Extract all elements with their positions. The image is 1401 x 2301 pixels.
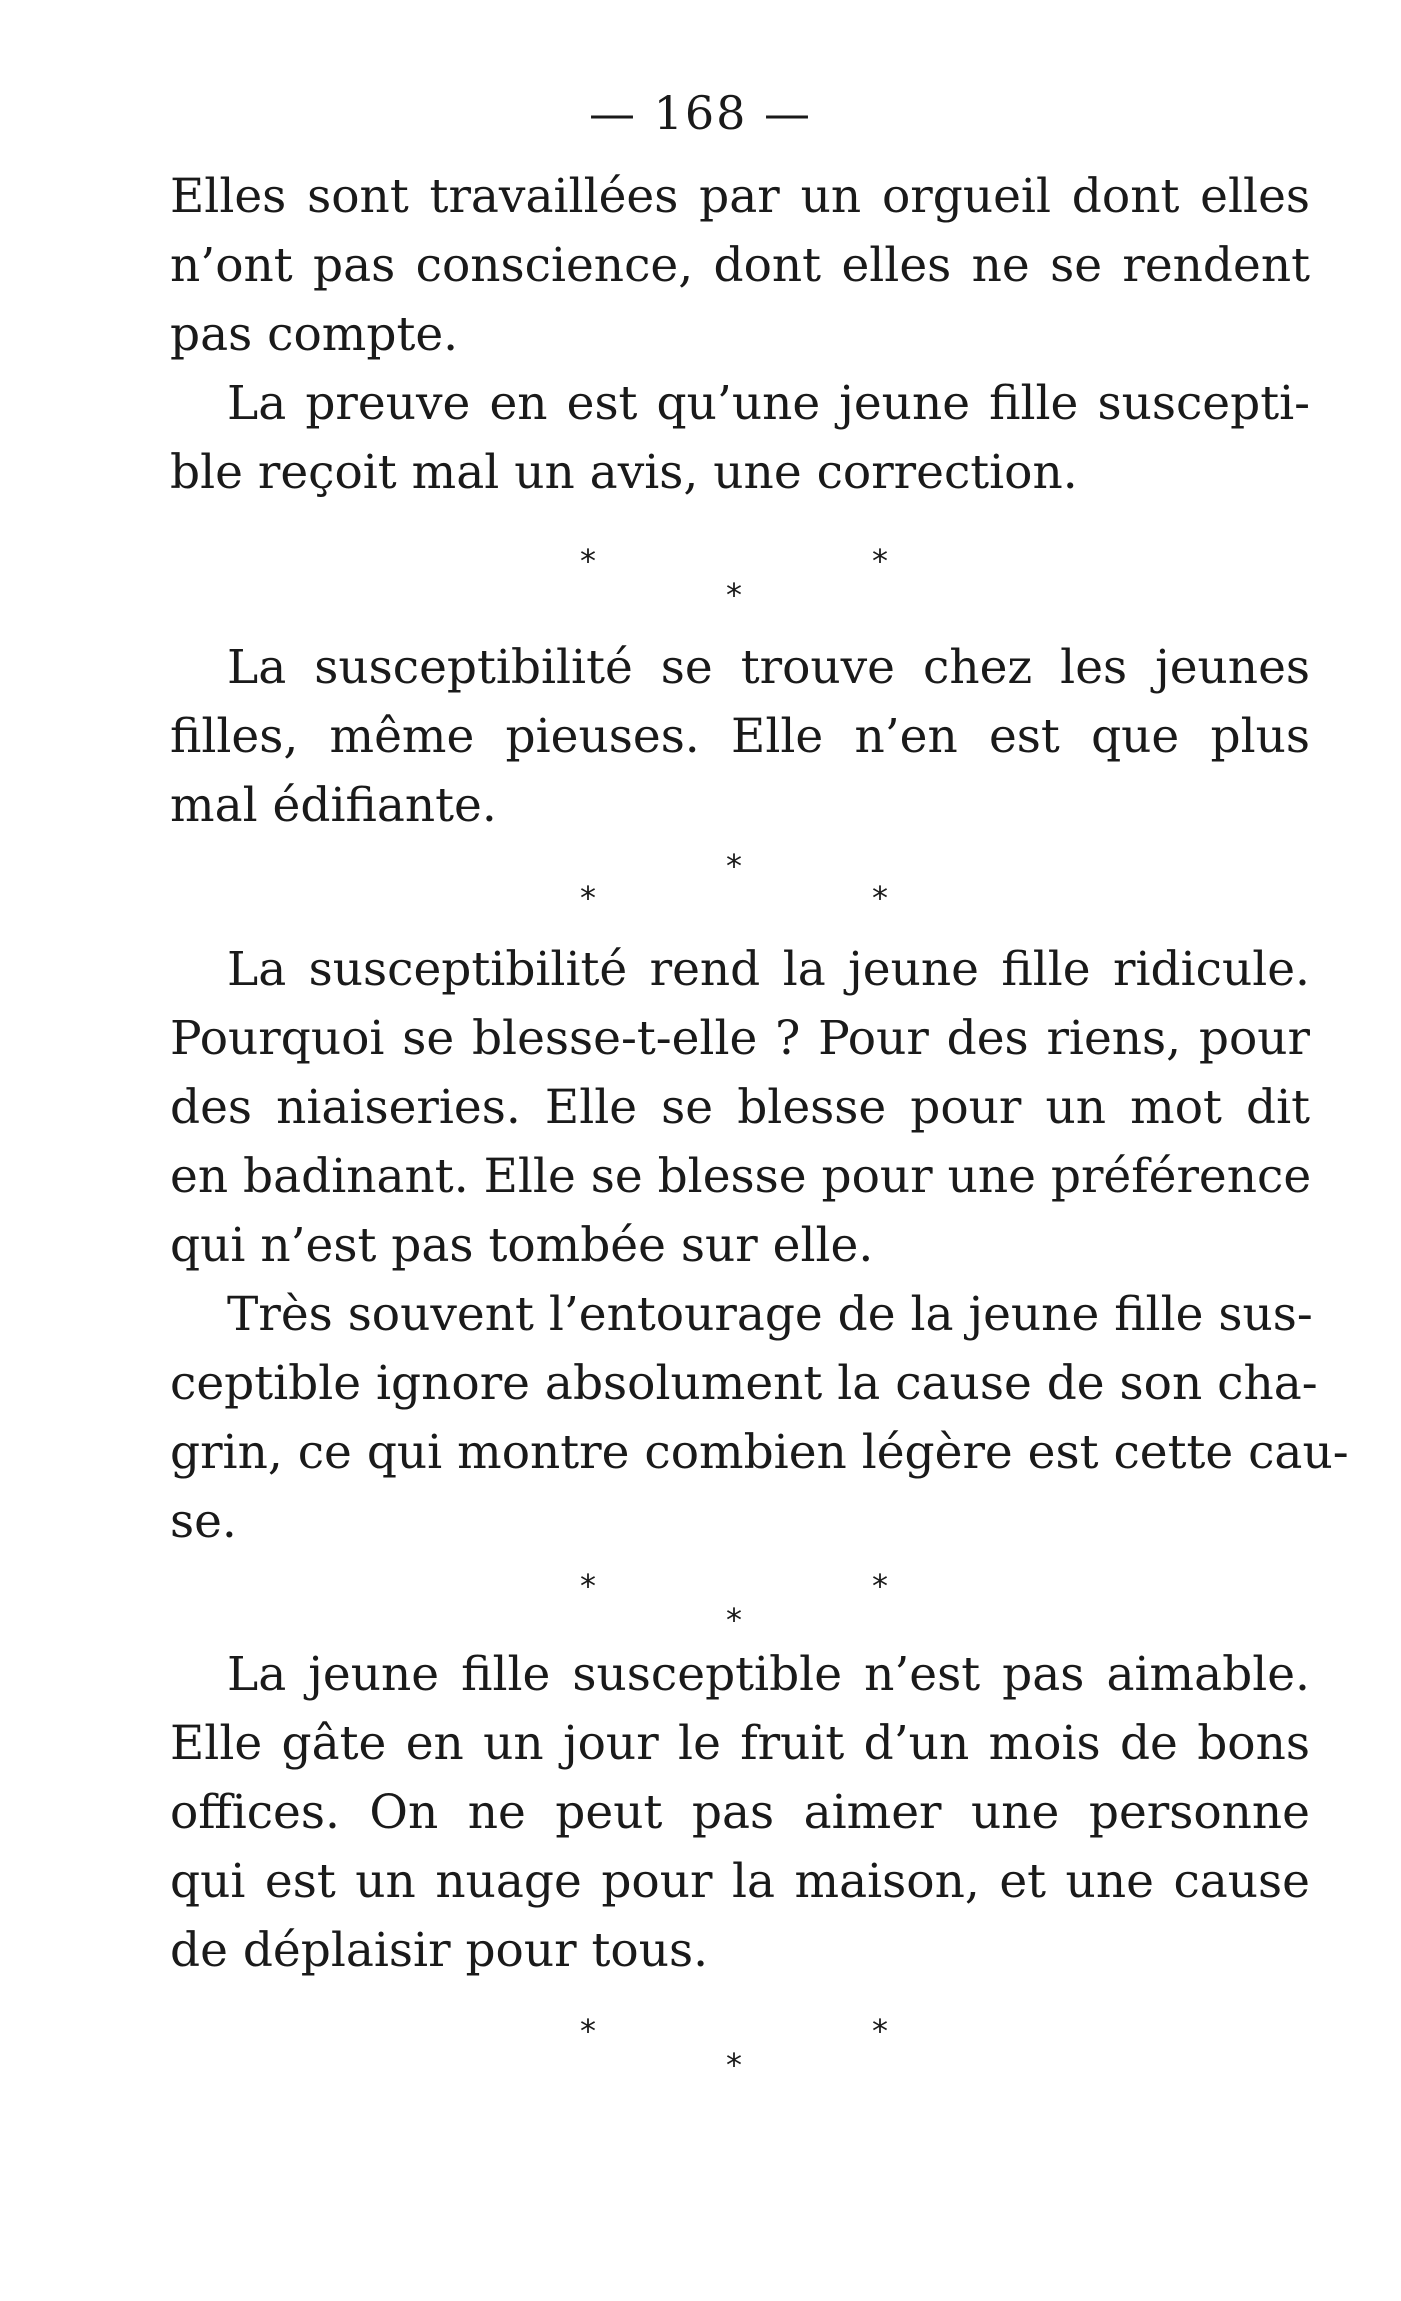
text-line: mal édifiante. bbox=[170, 778, 497, 833]
paragraph-block-4 bbox=[170, 1640, 1310, 1985]
text-line: se. bbox=[170, 1494, 237, 1549]
page-number: — 168 — bbox=[588, 86, 813, 140]
paragraph-block-1 bbox=[170, 162, 1310, 507]
asterism-divider bbox=[0, 2012, 1401, 2095]
asterisk-icon: * bbox=[580, 879, 596, 917]
text-line: Elle gâte en un jour le fruit d’un mois de bons bbox=[170, 1716, 1310, 1771]
text-line: filles, même pieuses. Elle n’en est que plus bbox=[170, 709, 1310, 764]
text-line: offices. On ne peut pas aimer une personne bbox=[170, 1785, 1310, 1840]
asterism-divider bbox=[0, 542, 1401, 625]
asterisk-icon: * bbox=[726, 2046, 742, 2084]
asterisk-icon: * bbox=[872, 1567, 888, 1605]
asterisk-icon: * bbox=[726, 847, 742, 885]
text-line: en badinant. Elle se blesse pour une préférence bbox=[170, 1149, 1312, 1204]
text-line: pas compte. bbox=[170, 307, 459, 362]
asterisk-icon: * bbox=[872, 542, 888, 580]
asterisk-icon: * bbox=[872, 2012, 888, 2050]
asterisk-icon: * bbox=[726, 576, 742, 614]
asterisk-icon: * bbox=[726, 1601, 742, 1639]
text-line: Très souvent l’entourage de la jeune fille sus- bbox=[227, 1287, 1313, 1342]
asterisk-icon: * bbox=[580, 542, 596, 580]
text-line: La susceptibilité se trouve chez les jeunes bbox=[227, 640, 1310, 695]
text-line: La jeune fille susceptible n’est pas aimable. bbox=[227, 1647, 1310, 1702]
text-line: n’ont pas conscience, dont elles ne se rendent bbox=[170, 238, 1310, 293]
text-line: des niaiseries. Elle se blesse pour un mot dit bbox=[170, 1080, 1310, 1135]
asterisk-icon: * bbox=[872, 879, 888, 917]
text-line: grin, ce qui montre combien légère est cette cau- bbox=[170, 1425, 1349, 1480]
text-line: La preuve en est qu’une jeune fille suscepti- bbox=[227, 376, 1310, 431]
text-line: Pourquoi se blesse-t-elle ? Pour des riens, pour bbox=[170, 1011, 1310, 1066]
text-line: ceptible ignore absolument la cause de son cha- bbox=[170, 1356, 1318, 1411]
paragraph-block-2 bbox=[170, 633, 1310, 840]
paragraph-block-3 bbox=[170, 935, 1349, 1556]
text-line: ble reçoit mal un avis, une correction. bbox=[170, 445, 1078, 500]
text-line: qui n’est pas tombée sur elle. bbox=[170, 1218, 874, 1273]
text-line: qui est un nuage pour la maison, et une cause bbox=[170, 1854, 1310, 1909]
text-line: Elles sont travaillées par un orgueil dont elles bbox=[170, 169, 1310, 224]
asterism-divider bbox=[0, 1567, 1401, 1650]
asterisk-icon: * bbox=[580, 2012, 596, 2050]
text-line: de déplaisir pour tous. bbox=[170, 1923, 709, 1978]
asterisk-icon: * bbox=[580, 1567, 596, 1605]
asterism-divider bbox=[0, 847, 1401, 930]
text-line: La susceptibilité rend la jeune fille ridicule. bbox=[227, 942, 1310, 997]
